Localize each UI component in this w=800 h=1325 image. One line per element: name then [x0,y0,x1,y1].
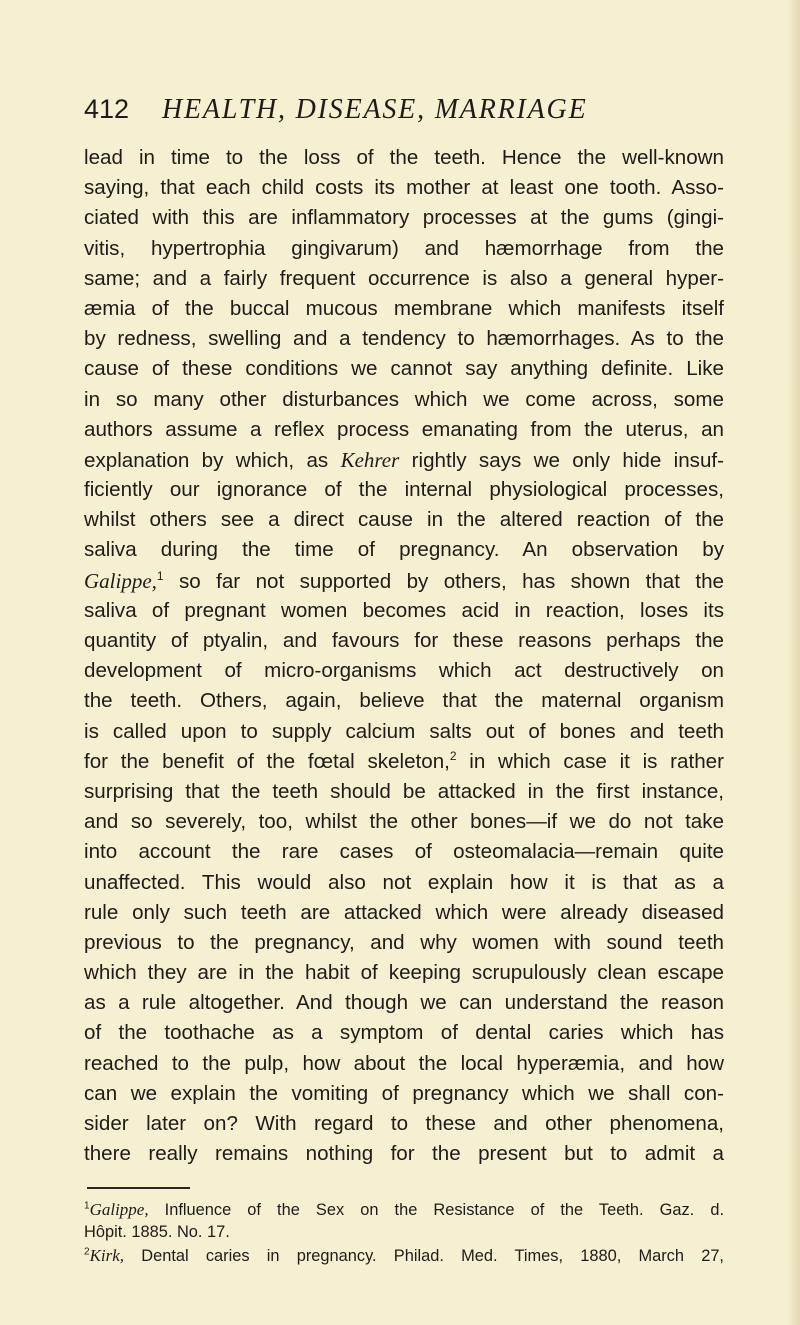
text-line: surprising that the teeth should be attacked in the first instance, [84,779,724,803]
text-line: as a rule altogether. And though we can understand the reason [84,991,724,1015]
text-line: explanation by which, as Kehrer rightly says we only hide insuf- [84,447,724,472]
footnote-mark: 2 [84,1246,90,1258]
text-line: reached to the pulp, how about the local hyperæmia, and how [84,1051,724,1075]
text-line: whilst others see a direct cause in the altered reaction of the [84,508,724,532]
footnote-author: Galippe, [89,1200,149,1219]
text-line: into account the rare cases of osteomalacia—remain quite [84,840,724,864]
text-line: quantity of ptyalin, and favours for these reasons perhaps the [84,629,724,652]
text-line: for the benefit of the fœtal skeleton,$^2$ in which case it is rather [84,748,724,773]
text-line: and so severely, too, whilst the other bones—if we do not take [84,810,724,834]
text-line: by redness, swelling and a tendency to hæmorrhages. As to the [84,327,724,351]
footnotes [84,1198,724,1267]
text-line: saying, that each child costs its mother at least one tooth. Asso- [84,176,724,200]
footnote-mark: 1 [84,1200,90,1212]
text-line: development of micro-organisms which act destructively on [84,659,724,683]
author-name-galippe: Galippe, [84,568,157,593]
text-line: can we explain the vomiting of pregnancy which we shall con- [84,1081,724,1105]
footnote-ref: 1 [156,568,164,583]
text-line: rule only such teeth are attacked which were already diseased [84,900,724,924]
text-line: lead in time to the loss of the teeth. Hence the well-known [84,146,724,169]
text-line: is called upon to supply calcium salts out of bones and teeth [84,719,724,743]
running-head: HEALTH, DISEASE, MARRIAGE [162,94,588,125]
text-line: the teeth. Others, again, believe that the maternal organism [84,689,724,713]
text-line: there really remains nothing for the present but to admit a [84,1142,724,1166]
page-number: 412 [84,94,130,124]
text-line: unaffected. This would also not explain how it is that as a [84,870,724,894]
page-edge-shading [786,0,800,1325]
text-line: authors assume a reflex process emanating from the uterus, an [84,417,724,441]
text-line: of the toothache as a symptom of dental caries which has [84,1021,724,1045]
text-line: same; and a fairly frequent occurrence is also a general hyper- [84,266,724,290]
footnote-1: $^1$Galippe, Influence of the Sex on the Resistance of the Teeth. Gaz. d. [84,1200,724,1219]
text-line: cause of these conditions we cannot say anything definite. Like [84,357,724,381]
text-line: in so many other disturbances which we come across, some [84,387,724,411]
text-line: ciated with this are inflammatory processes at the gums (gingi- [84,206,724,230]
page-header [84,92,724,127]
text-line: ficiently our ignorance of the internal physiological processes, [84,478,724,502]
footnote-ref: 2 [449,748,457,763]
text-line: Galippe,$^1$ so far not supported by others, has shown that the [84,568,724,593]
author-name-kehrer: Kehrer [340,447,400,472]
footnote-divider [87,1187,190,1189]
text-line: sider later on? With regard to these and other phenomena, [84,1112,724,1135]
footnote-2: $^2$Kirk, Dental caries in pregnancy. Philad. Med. Times, 1880, March 27, [84,1246,724,1265]
text-line: æmia of the buccal mucous membrane which manifests itself [84,296,724,320]
text-line: saliva of pregnant women becomes acid in reaction, loses its [84,598,724,622]
text-line: previous to the pregnancy, and why women with sound teeth [84,930,724,954]
text-line: which they are in the habit of keeping scrupulously clean escape [84,961,724,985]
text-line: saliva during the time of pregnancy. An observation by [84,538,724,562]
footnote-author: Kirk, [89,1246,125,1265]
text-line: vitis, hypertrophia gingivarum) and hæmorrhage from the [84,236,724,260]
footnote-1-continued: Hôpit. 1885. No. 17. [84,1223,230,1241]
body-text [84,143,724,1169]
